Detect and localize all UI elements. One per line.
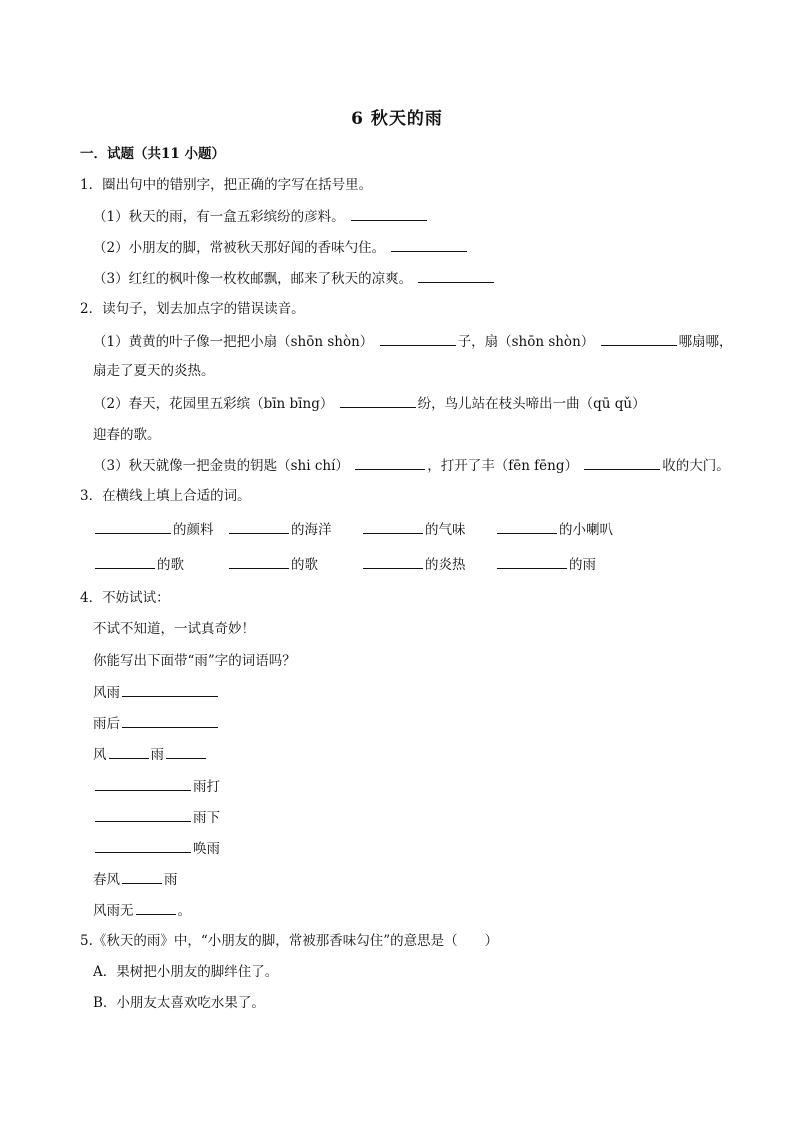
q4-word-5 (93, 808, 220, 827)
section-heading: 一．试题（共11 小题） (80, 146, 225, 162)
q2-item-3-text-c: 收的大门。 (662, 458, 730, 474)
answer-blank[interactable] (363, 555, 423, 569)
q4-word-text: 雨打 (193, 779, 220, 795)
q1-item-1-text: （1）秋天的雨，有一盒五彩缤纷的彦料。 (93, 209, 345, 225)
answer-blank[interactable] (95, 777, 191, 791)
answer-blank[interactable] (380, 332, 456, 346)
q4-word-6 (93, 839, 220, 858)
q4-word-text: 雨 (164, 872, 178, 888)
answer-blank[interactable] (95, 808, 191, 822)
q4-word-text: 雨 (150, 747, 164, 763)
answer-blank[interactable] (166, 745, 206, 759)
q2-item-2-text-a: （2）春天，花园里五彩缤（bīn bīng） (93, 396, 334, 412)
q4-intro-1: 不试不知道，一试真奇妙！ (93, 621, 255, 637)
q3-phrase: 的颜料 (173, 522, 214, 538)
q4-word-4 (93, 777, 220, 796)
q4-stem: 4．不妨试试： (80, 590, 170, 606)
q1-item-3-text: （3）红红的枫叶像一枚枚邮飘，邮来了秋天的凉爽。 (93, 271, 413, 287)
q1-item-2 (93, 238, 469, 257)
q1-item-1 (93, 207, 429, 226)
answer-blank[interactable] (109, 745, 149, 759)
answer-blank[interactable] (95, 839, 191, 853)
answer-blank[interactable] (355, 456, 425, 470)
q3-phrase: 的气味 (425, 522, 466, 538)
answer-blank[interactable] (122, 714, 218, 728)
answer-blank[interactable] (601, 332, 677, 346)
answer-blank[interactable] (95, 520, 171, 534)
q2-item-3 (93, 456, 730, 475)
q4-word-text: 风雨无 (93, 903, 134, 919)
q4-word-2 (93, 714, 220, 733)
q3-row-2 (93, 555, 596, 574)
q3-phrase: 的小喇叭 (559, 522, 613, 538)
q1-stem: 1．圈出句中的错别字，把正确的字写在括号里。 (80, 177, 373, 193)
q4-intro-2: 你能写出下面带“雨”字的词语吗？ (93, 653, 296, 669)
q5-option-a[interactable]: A．果树把小朋友的脚绊住了。 (93, 964, 279, 980)
q4-word-text: 。 (177, 903, 191, 919)
answer-blank[interactable] (122, 870, 162, 884)
q1-item-2-text: （2）小朋友的脚，常被秋天那好闻的香味勺住。 (93, 240, 386, 256)
answer-blank[interactable] (497, 555, 567, 569)
q4-word-7 (93, 870, 178, 889)
q2-item-1-text-b: 子，扇（shōn shòn） (457, 334, 595, 350)
q4-word-text: 雨后 (93, 716, 120, 732)
answer-blank[interactable] (229, 555, 289, 569)
q2-item-1 (93, 332, 733, 351)
answer-blank[interactable] (136, 901, 176, 915)
answer-blank[interactable] (363, 520, 423, 534)
page-title: 6 秋天的雨 (351, 109, 443, 129)
answer-blank[interactable] (391, 238, 467, 252)
q2-item-2-cont: 迎春的歌。 (93, 427, 161, 443)
q2-item-1-text-a: （1）黄黄的叶子像一把把小扇（shōn shòn） (93, 334, 374, 350)
q3-stem: 3．在横线上填上合适的词。 (80, 488, 251, 504)
q2-item-1-text-c: 哪扇哪， (678, 334, 733, 350)
q1-item-3 (93, 269, 496, 288)
answer-blank[interactable] (418, 269, 494, 283)
q2-stem: 2．读句子，划去加点字的错误读音。 (80, 301, 305, 317)
answer-blank[interactable] (122, 683, 218, 697)
q5-option-b[interactable]: B．小朋友太喜欢吃水果了。 (93, 995, 265, 1011)
q3-phrase: 的雨 (569, 557, 596, 573)
q4-word-3 (93, 745, 208, 764)
q4-word-text: 春风 (93, 872, 120, 888)
q4-word-text: 唤雨 (193, 841, 220, 857)
q2-item-3-text-b: ，打开了丰（fēn fēng） (427, 458, 578, 474)
answer-blank[interactable] (351, 207, 427, 221)
q3-phrase: 的歌 (291, 557, 318, 573)
answer-blank[interactable] (340, 394, 416, 408)
q4-word-text: 雨下 (193, 810, 220, 826)
q3-row-1 (93, 520, 613, 539)
q3-phrase: 的歌 (157, 557, 184, 573)
q4-word-text: 风雨 (93, 685, 120, 701)
answer-blank[interactable] (95, 555, 155, 569)
q2-item-2 (93, 394, 646, 413)
q2-item-3-text-a: （3）秋天就像一把金贵的钥匙（shi chí） (93, 458, 349, 474)
q4-word-text: 风 (93, 747, 107, 763)
q2-item-2-text-b: 纷，鸟儿站在枝头啼出一曲（qū qǔ） (417, 396, 646, 412)
answer-blank[interactable] (584, 456, 660, 470)
q2-item-1-cont: 扇走了夏天的炎热。 (93, 363, 215, 379)
q3-phrase: 的炎热 (425, 557, 466, 573)
answer-blank[interactable] (229, 520, 289, 534)
q3-phrase: 的海洋 (291, 522, 332, 538)
q5-stem: 5.《秋天的雨》中，“小朋友的脚，常被那香味勾住”的意思是（ ） (80, 933, 499, 949)
q4-word-1 (93, 683, 220, 702)
q4-word-8 (93, 901, 191, 920)
answer-blank[interactable] (497, 520, 557, 534)
